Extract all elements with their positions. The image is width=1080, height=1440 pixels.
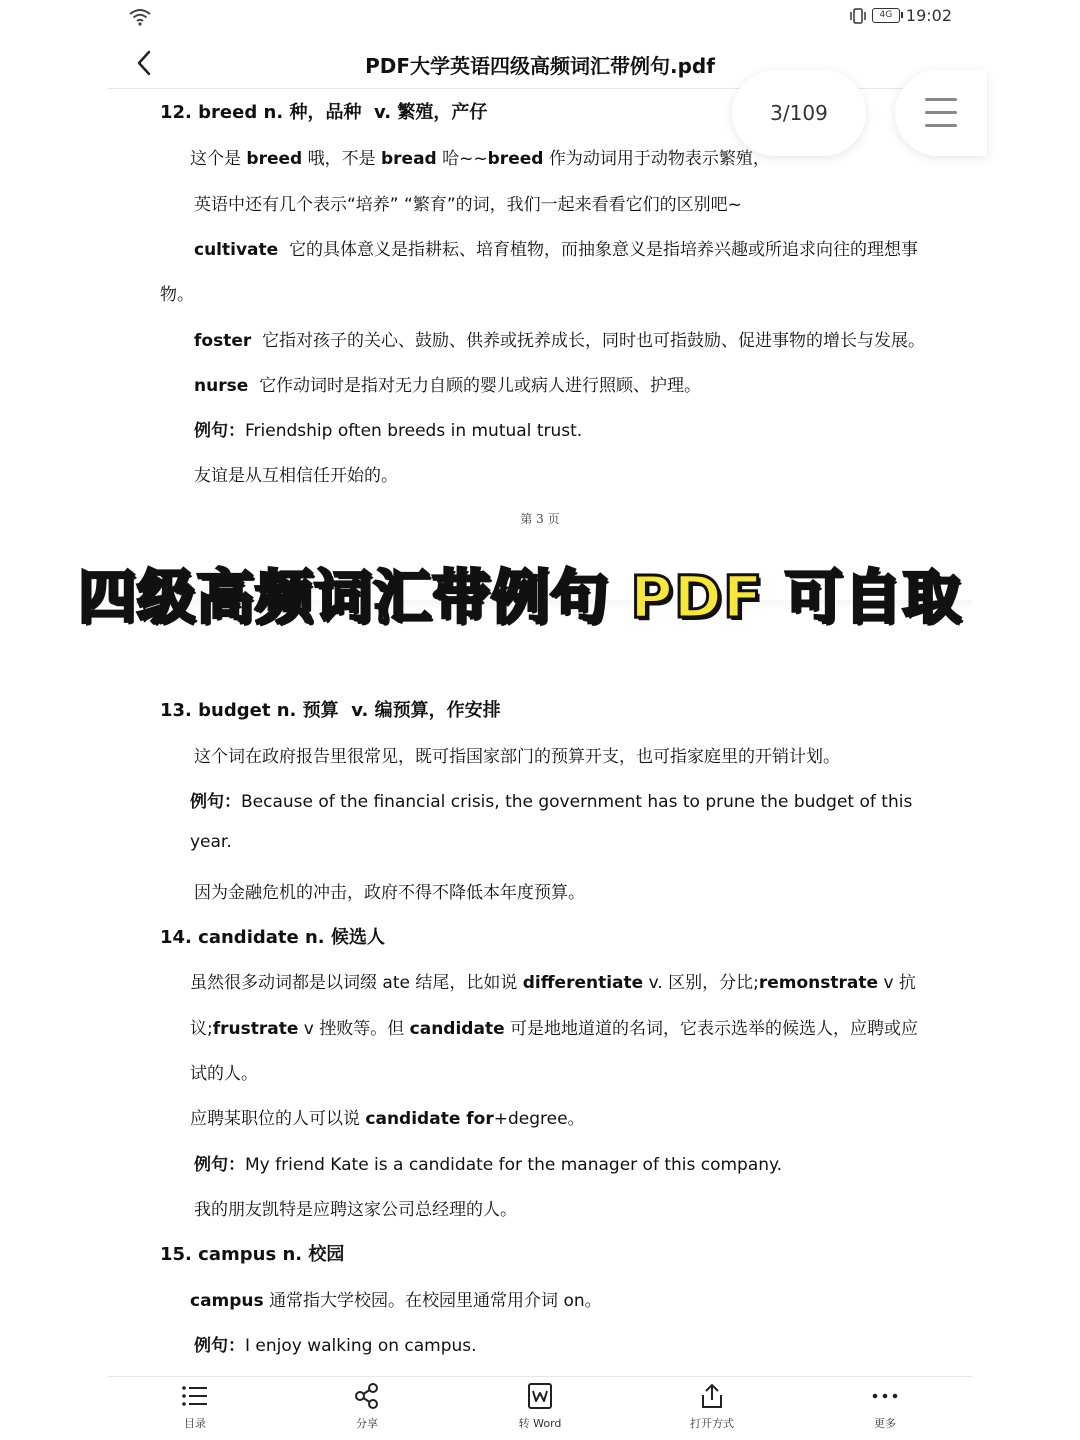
toc-label: 目录 [184, 1417, 206, 1430]
entry-13-example-cn: 因为金融危机的冲击，政府不得不降低本年度预算。 [194, 883, 585, 903]
entry-14-example-en: 例句：My friend Kate is a candidate for the manager of this company. [194, 1155, 783, 1175]
entry-14-line-1: 虽然很多动词都是以词缀 ate 结尾，比如说 differentiate v. 区别，分比;remonstrate v 抗 [190, 973, 916, 993]
entry-12-example-cn: 友谊是从互相信任开始的。 [194, 466, 398, 486]
entry-14-line-3: 试的人。 [190, 1064, 258, 1084]
entry-15-heading: 15. campus n. 校园 [160, 1244, 345, 1265]
document-title: PDF大学英语四级高频词汇带例句.pdf [365, 54, 715, 78]
network-label: 4G [879, 10, 893, 20]
page-footer: 第 3 页 [520, 512, 560, 526]
entry-13-example-en-cont: year. [190, 832, 232, 852]
bottom-toolbar [108, 1376, 972, 1440]
more-dots-icon [871, 1383, 899, 1409]
entry-13-heading: 13. budget n. 预算 v. 编预算，作安排 [160, 700, 501, 721]
open-with-icon [698, 1383, 726, 1409]
convert-word-button[interactable] [495, 1383, 585, 1431]
clock: 19:02 [905, 6, 952, 25]
entry-15-line-1: campus 通常指大学校园。在校园里通常用介词 on。 [190, 1291, 602, 1311]
entry-12-nurse: nurse 它作动词时是指对无力自顾的婴儿或病人进行照顾、护理。 [194, 376, 702, 396]
convert-word-label: 转 Word [518, 1417, 562, 1430]
share-icon [353, 1383, 381, 1409]
share-label: 分享 [356, 1417, 378, 1430]
entry-15-example-en: 例句：I enjoy walking on campus. [194, 1336, 477, 1356]
entry-12-line-2: 英语中还有几个表示“培养” “繁育”的词，我们一起来看看它们的区别吧~ [194, 195, 742, 215]
vibrate-icon [850, 7, 866, 25]
open-with-label: 打开方式 [690, 1417, 734, 1430]
entry-13-line-1: 这个词在政府报告里很常见，既可指国家部门的预算开支，也可指家庭里的开销计划。 [194, 747, 840, 767]
entry-12-cultivate-cont: 物。 [160, 285, 194, 305]
toc-button[interactable] [150, 1383, 240, 1431]
battery-icon [872, 8, 900, 23]
entry-12-foster: foster 它指对孩子的关心、鼓励、供养或抚养成长，同时也可指鼓励、促进事物的增长与发展。 [194, 331, 926, 351]
entry-14-line-4: 应聘某职位的人可以说 candidate for+degree。 [190, 1109, 585, 1129]
open-with-button[interactable] [667, 1383, 757, 1431]
list-icon [181, 1383, 209, 1409]
entry-12-heading: 12. breed n. 种，品种 v. 繁殖，产仔 [160, 102, 488, 123]
word-doc-icon [526, 1383, 554, 1409]
page-indicator-text: 3/109 [770, 101, 828, 125]
promo-banner: 四级高频词汇带例句 PDF 可自取 [78, 563, 962, 631]
entry-13-example-en: 例句：Because of the financial crisis, the government has to prune the budget of this [190, 792, 913, 812]
page-indicator[interactable] [732, 70, 866, 156]
entry-12-cultivate: cultivate 它的具体意义是指耕耘、培育植物，而抽象意义是指培养兴趣或所追求向往的理想事 [194, 240, 918, 260]
share-button[interactable] [322, 1383, 412, 1431]
menu-icon[interactable] [895, 70, 987, 156]
entry-12-line-1: 这个是 breed 哦，不是 bread 哈~~breed 作为动词用于动物表示繁殖， [190, 149, 770, 169]
entry-14-line-2: 议;frustrate v 挫败等。但 candidate 可是地地道道的名词，它表示选举的候选人，应聘或应 [190, 1019, 919, 1039]
entry-14-example-cn: 我的朋友凯特是应聘这家公司总经理的人。 [194, 1200, 517, 1220]
wifi-icon [128, 8, 152, 26]
entry-14-heading: 14. candidate n. 候选人 [160, 927, 385, 948]
more-label: 更多 [874, 1417, 896, 1430]
entry-12-example-en: 例句：Friendship often breeds in mutual trust. [194, 421, 583, 441]
more-button[interactable] [840, 1383, 930, 1431]
status-bar [0, 0, 1080, 36]
